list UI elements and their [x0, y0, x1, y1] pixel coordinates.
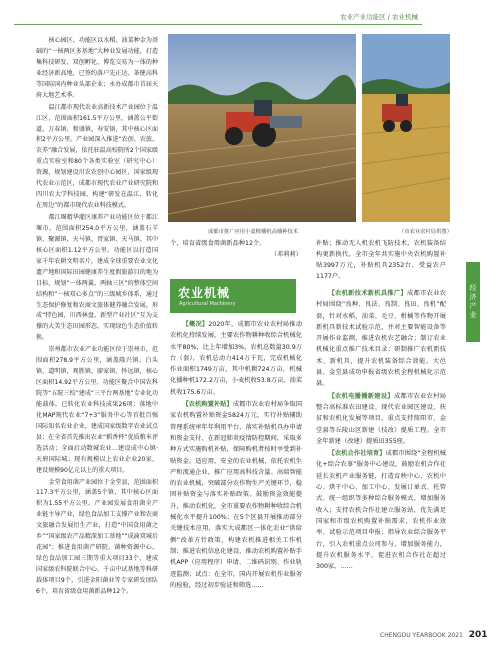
paragraph: 温江都市现代农业高新技术产业园位于温江区，范围面积161.5平方公里，涵盖公平街道、万春镇、和盛镇、寿安镇，其中核心区面积2平方公里。产业园深入推进“农创、农旅、农养”融合发展，依托驻温高校院所2个国家级重点实验室和80个各类实验室（研究中心）资源，规划建设川农农创中心园区、国家级现代农业示范区，成都市现代农业产业研究院和四川农大学科技园，构建“研发在温江、转化在周边”的都市现代农业科技模式。 — [36, 103, 158, 210]
photo-credit: （市农业农村局供图） — [399, 229, 452, 235]
entry-text: 成都市农业农村局争取国家农机购置补贴资金5824万元，实行补贴辅助管理系统审年年利用平台，落实补贴机具办申请和资金支付，在新冠肺炎疫情防控期间，采取多种方式实施购机补贴，保障购机者按时享受到补贴资金。适应用，安全的农业机械，依托农机生产和流通企业，推广应用高科技含量、高端智能的农业机械，突破部分农作物生产关键环节，稳固补贴资金与落实补贴政策。鼓励资金效能提升，推动农机化，全市重要农作物耕种收综合机械化水平提升100%；在5个区县开展推动部分关键技术应用，落实大成都区一体化农业“供给侧”改革方针政策，构建农机推进相关工作机制；推进农机信息化建设，推动农机购置补贴手机APP（应用程序）申请、二维码识别、作业轨迹监测；试点：在全市，国内开展农机作业服务的检验，经过初步验证和筛选…… — [170, 401, 303, 589]
entry-text: 成都市农业农村局围绕“良种、良法、良制、良田、良机”配套，针对水稻、油菜、毛豆、柑橘等作物开展新机具新技术试验示范，并对主要智能设备等开展作业监测，推进农机农艺融合；制订农业机械化重点推广技术目录；研制推广农机新技术、新机具，提升农机装备综合效能。大邑县、金堂县成功申报省级农机全程机械化示范县。 — [316, 290, 447, 388]
paragraph: 金堂食用菌产业园位于金堂县，范围面积117.3平方公里，涵盖5个镇，其中核心区面积为1.55平方公里。产业园发展食用菌全产业链主导产业，绿色食品加工支撑产业和农商文旅融合发展衍生产业，打造“中国食用菌之乡”“国家级农产品精深加工基地”“成渝双城后花园”；推进食用菌产研院、菌种资源中心、绿色食品加工园三期等重大项目33个，建成国家级农科院联合中心，千亩中试基地等科研载体项目9个，引进金阳菌业等专家研发团队6个，培育省级食用菌新品种12个。 — [36, 478, 158, 595]
photo-strip — [168, 34, 450, 222]
entry-paragraph — [316, 391, 446, 447]
entry-text: 成都市农业农村局整合高标准农田建设、现代农业园区建设、扶贫和农机化发展等项目，重点支持简阳市、金堂县等丘陵山区新建（技改）提质工程。全市全年新建（改建）提质田355座。 — [316, 392, 447, 445]
section-heading-box — [170, 279, 296, 313]
paragraph: 补贴；推动无人机农机飞防技术，农机装备结构更新换代。全市全年共实施中央农机购置补贴3997万元，补贴机具2352台，受益农户1177户。 — [316, 240, 446, 280]
left-text-column — [36, 36, 158, 599]
entry-paragraph — [316, 448, 446, 572]
continued-text — [170, 238, 302, 260]
publication-name: CHENGDU YEARBOOK 2021 — [380, 632, 463, 639]
entry-tag: 【农机新技术新机具推广】 — [328, 290, 408, 297]
entry-text: 2020年，成都市农业农村局推动农机化持续发展，主要农作物耕种收综合机械化水平80%，比上年增加3%，农机总数量30.9万台（套），农机总动力414万千瓦，完成机械化作业面积1749万亩，其中机耕724万亩，机械化播种机172.2万亩，小麦机收53.8万亩，油菜机收175.6万亩。 — [170, 321, 303, 396]
entry-text: 成都市围绕“全程机械化+综合农事”服务中心建设，鼓励农机合作社延长农机产业服务链，打造育秧中心、农机中心、烘干中心、加工中心、发展订单式、托管式、统一组织等多种综合服务模式，增加服务收入；支持农机合作社建立服务站，优先满足国家和市级农机购置补贴需求，农机作业效率、试验示范项目申报；指导农业综合服务平台，引入农机重点公司参与，增加服务能力，提升农机服务水平，促进农机合作社在超过300家，…… — [316, 450, 446, 571]
wheat-seeder-photo — [168, 34, 356, 222]
paragraph: 都江堰精华灌区康养产业功能区位于都江堰市，范围面积254.0平方公里，涵盖石羊镇、聚源镇、天马镇、胥家镇、天马镇、其中核心区面积1.12平方公里。功能区以打造国家千年农耕文明名片，建成全球重要农业文化遗产地和国际田园健康养生度假旅游目的地为目标，规划“一体两翼、两轴三区”的整体空间结构和“一核双心多点”的三级城乡体系，通过生态保护修复和农商文旅体健养融合发展，形成“特色园、川西林盘、新型产业社区”互为支撑的大美生态田园形态，实现绿色生态价值转换。 — [36, 214, 158, 342]
page-number: 201 — [468, 630, 488, 640]
paragraph: 核心园区、功能区以水稻、油菜种金为基础的“一核两区多基地”大种业发展功能，打造集科技研发、双创孵化、博览交易为一体的种业经济新高地，已签约落户先正达、茶健高科等国际国内种业头部企业；永办成都市首届天府大地艺术季。 — [36, 37, 158, 99]
continued-sentence: 个，培育省级食用菌新品种12个。 — [170, 240, 266, 247]
mid-text-column — [170, 319, 302, 592]
entry-tag: 【农机合作社培育】 — [328, 450, 386, 458]
photo-caption: 成都市推广应用小麦精播机高播种技术 — [208, 229, 299, 235]
harvest-field-photo — [362, 34, 450, 222]
entry-paragraph — [316, 288, 446, 390]
section-side-tab: 经济产业 — [466, 262, 480, 342]
author-sign: （邓莉莉） — [270, 251, 302, 258]
entry-tag: 【概况】 — [182, 321, 209, 328]
right-lead-text — [316, 238, 446, 283]
page-footer — [380, 630, 488, 640]
paragraph: 崇州都市农业产业功能区位于崇州市，范围面积278.9平方公里，涵盖隆兴镇、白头镇、道明镇、观胜镇、廖家镇、怀远镇，核心区面积14.92平方公里。功能区聚合中国农科院等“五院三校”建成“三平台两基地”专业化功能载体，已转化农业科技成果26项；落地中化MAP现代农业“7+3”服务中心等首批百强国际知名农业企业，建成国家级数字农业试点县；在全省首先推出农业“稻香杯”优质粮米评选活动；全面启动数城农业…建设成中心镇·天府国际城；现有规模以上农业企业20家，建设规模90亿元以上的重大项目。 — [36, 346, 158, 474]
entry-paragraph — [170, 319, 302, 398]
entry-tag: 【农机购置补贴】 — [182, 401, 233, 409]
page-header — [0, 0, 480, 30]
right-text-column — [316, 288, 446, 573]
entry-paragraph — [170, 399, 302, 591]
entry-tag: 【农机电播播新建设】 — [328, 392, 394, 400]
breadcrumb: 农业产业功能区 / 农业机械 — [340, 13, 418, 21]
section-subtitle: Agricultural Machinery — [179, 301, 236, 307]
section-title: 农业机械 — [178, 286, 231, 300]
header-rule — [14, 24, 422, 25]
